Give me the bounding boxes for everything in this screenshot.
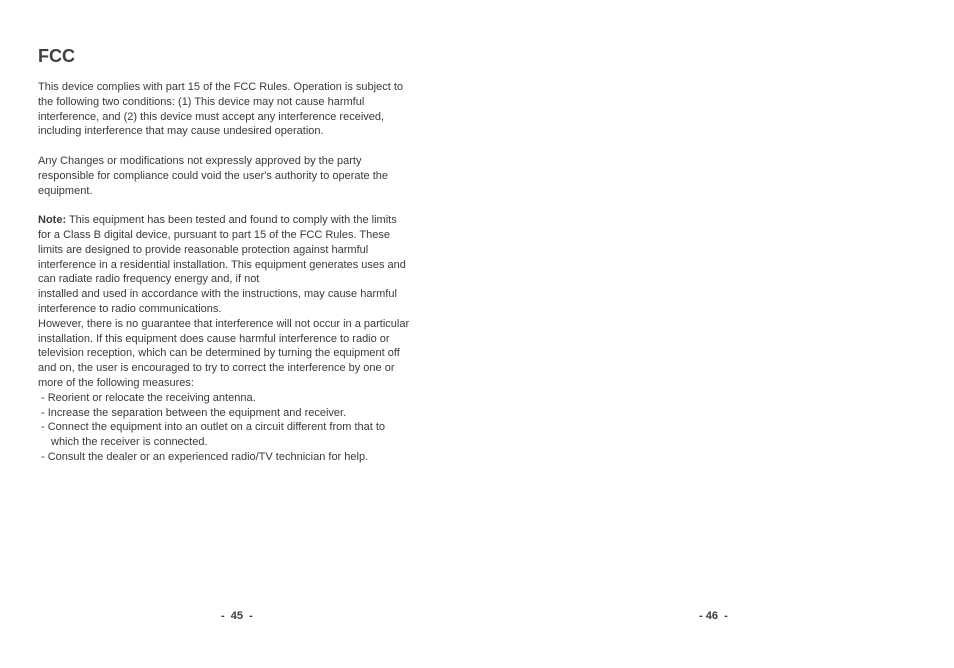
right-page (477, 0, 954, 668)
text-line: and on, the user is encouraged to try to correct the interference by one or (38, 362, 395, 375)
measure-item: - Reorient or relocate the receiving antenna. (41, 391, 256, 404)
page-number-right: - 46 - (699, 610, 728, 622)
text-line: Any Changes or modifications not expressly approved by the party (38, 154, 362, 167)
text-line: limits are designed to provide reasonable protection against harmful (38, 243, 369, 256)
text-line: interference, and (2) this device must accept any interference received, (38, 110, 385, 123)
compliance-paragraph (38, 80, 440, 139)
measure-item-continuation: which the receiver is connected. (51, 436, 208, 449)
text-line: interference in a residential installation. This equipment generates uses and (38, 258, 406, 271)
text-line: installation. If this equipment does cause harmful interference to radio or (38, 332, 390, 345)
page-number-left: - 45 - (221, 610, 253, 622)
fcc-heading: FCC (38, 46, 75, 66)
measure-item: - Connect the equipment into an outlet on a circuit different from that to (41, 421, 386, 434)
text-line: can radiate radio frequency energy and, if not (38, 273, 260, 286)
modifications-paragraph (38, 154, 440, 198)
text-line: responsible for compliance could void the user's authority to operate the (38, 169, 389, 182)
measure-item: - Increase the separation between the equipment and receiver. (41, 406, 347, 419)
note-first-line (38, 213, 440, 228)
measure-item: - Consult the dealer or an experienced radio/TV technician for help. (41, 450, 369, 463)
note-label: Note: (38, 214, 67, 227)
text-line: installed and used in accordance with the instructions, may cause harmful (38, 288, 397, 301)
text-line: for a Class B digital device, pursuant to part 15 of the FCC Rules. These (38, 228, 390, 241)
text-line: This device complies with part 15 of the FCC Rules. Operation is subject to (38, 81, 403, 93)
fcc-body (38, 80, 440, 480)
note-paragraph (38, 213, 440, 465)
text-line: However, there is no guarantee that interference will not occur in a particular (38, 317, 410, 330)
text-line: the following two conditions: (1) This device may not cause harmful (38, 95, 365, 108)
note-first-text: This equipment has been tested and found to comply with the limits (66, 214, 397, 227)
text-line: equipment. (38, 184, 93, 197)
text-line: interference to radio communications. (38, 302, 222, 315)
text-line: more of the following measures: (38, 376, 194, 389)
text-line: including interference that may cause undesired operation. (38, 125, 324, 138)
text-line: television reception, which can be determined by turning the equipment off (38, 347, 400, 360)
